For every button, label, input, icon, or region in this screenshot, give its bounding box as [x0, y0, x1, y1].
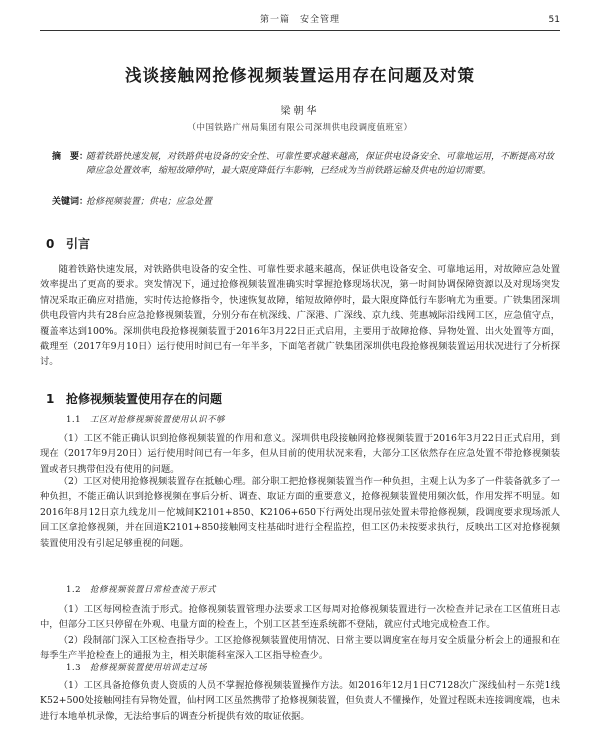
abstract-label: 摘 要： — [52, 152, 89, 162]
keywords — [52, 195, 560, 209]
section-number: 1 — [46, 392, 55, 406]
section-title: 抢修视频装置使用存在的问题 — [66, 392, 223, 406]
subsection-number: 1.2 — [66, 585, 82, 595]
paragraph-1-2-2: （2）段制部门深入工区检查指导少。工区抢修视频装置使用情况、日常主要以调度室在每月安全质量分析会上的通报和在每季生产半抢检查上的通报为主，相关职能科室深入工区指导检查少。 — [40, 635, 560, 662]
subsection-title: 抢修视频装置日常检查流于形式 — [90, 585, 217, 595]
intro-paragraph: 随着铁路快速发展，对铁路供电设备的安全性、可靠性要求越来越高，保证供电设备安全、可靠地运用，对故障应急处置效率提出了更高的要求。突发情况下，通过抢修视频装置准确实时掌握抢修现场状况，第一时间协调保障资源以及对现场突发情况采取正确应对措施，实时传达抢修指令，快速恢复故障，缩短故障停时，最大限度降低行车影响尤为重要。广铁集团深圳供电段管内共有28台应急抢修视频装置，分别分布在杭深线、广深港、广深线、京九线、莞惠城际沿线网工区，应急值守点，覆盖率达到100%。深圳供电段抢修视频装置于2016年3月22日正式启用，主要用于故障抢修、异物处置、出火处置等方面，截理至（2017年9月10日）运行使用时间已有一年半多，下面笔者就广铁集团深圳供电段抢修视频装置运用状况进行了分析探讨。 — [40, 264, 560, 368]
section-heading-1 — [46, 390, 222, 407]
paragraph-1-1-2: （2）工区对使用抢修视频装置存在抵触心理。部分职工把抢修视频装置当作一种负担，主观上认为多了一件装备就多了一种负担，不能正确认识到抢修视频在事后分析、调查、取证方面的重要意义，抢修视频装置使用频次低，作用发挥不明显。如2016年8月12日京九线龙川－佗城间K2101+850、K2106+650下行两处出现吊弦处置未带抢修视频，段调度要求现场派人回工区拿抢修视频，并在回道K2101+850接触网支柱基础时进行全程监控，但工区仍未按要求执行，反映出工区对抢修视频装置使用没有引起足够重视的问题。 — [40, 476, 560, 549]
keywords-text: 抢修视频装置；供电；应急处置 — [86, 197, 213, 207]
section-number: 0 — [46, 237, 55, 251]
paragraph-1-3-1: （1）工区具备抢修负责人资质的人员不掌握抢修视频装置操作方法。如2016年12月1日C7128次广深线仙村－东莞1线K52+500处接触网挂有异物处置，仙村网工区虽然携带了抢修视频装置，但负责人不懂操作，处置过程既未连接调度端，也未进行本地单机录像，无法给事后的调查分析提供有效的取证依据。 — [40, 680, 560, 722]
page-number: 51 — [548, 15, 560, 25]
paragraph-1-1-1: （1）工区不能正确认识到抢修视频装置的作用和意义。深圳供电段接触网抢修视频装置于2016年3月22日正式启用，到现在（2017年9月20日）运行使用时间已有一年多，但从目前的使用状况来看，大部分工区依然存在应急处置不带抢修视频装置或者只携带但没有使用的问题。 — [40, 433, 560, 475]
keywords-label: 关键词： — [52, 197, 89, 207]
subsection-heading-1-2 — [66, 583, 216, 595]
subsection-title: 工区对抢修视频装置使用认识不够 — [90, 415, 226, 425]
subsection-number: 1.3 — [66, 663, 82, 673]
paragraph-1-2-1: （1）工区每网检查流于形式。抢修视频装置管理办法要求工区每周对抢修视频装置进行一次检查并记录在工区值班日志中，但部分工区只停留在外观、电量方面的检查上，个别工区甚至连系统都不登陆，就应付式地完成检查工作。 — [40, 604, 560, 631]
running-head — [40, 12, 560, 28]
author: 梁朝华 — [280, 106, 320, 117]
abstract — [52, 150, 560, 178]
affiliation: （中国铁路广州局集团有限公司深圳供电段调度值班室） — [187, 123, 413, 133]
section-title: 引言 — [66, 237, 91, 251]
subsection-heading-1-3 — [66, 661, 207, 673]
subsection-number: 1.1 — [66, 415, 82, 425]
header-rule — [40, 30, 560, 31]
subsection-title: 抢修视频装置使用培训走过场 — [90, 663, 208, 673]
article-title: 浅谈接触网抢修视频装置运用存在问题及对策 — [125, 66, 475, 85]
running-head-section: 第一篇 安全管理 — [259, 15, 340, 25]
abstract-text: 随着铁路快速发展，对铁路供电设备的安全性、可靠性要求越来越高，保证供电设备安全、可靠地运用，不断提高对故障应急处置效率，缩短故障停时，最大限度降低行车影响，已经成为当前铁路运输及供电的迫切需要。 — [86, 152, 555, 176]
subsection-heading-1-1 — [66, 413, 225, 425]
section-heading-intro — [46, 235, 90, 252]
